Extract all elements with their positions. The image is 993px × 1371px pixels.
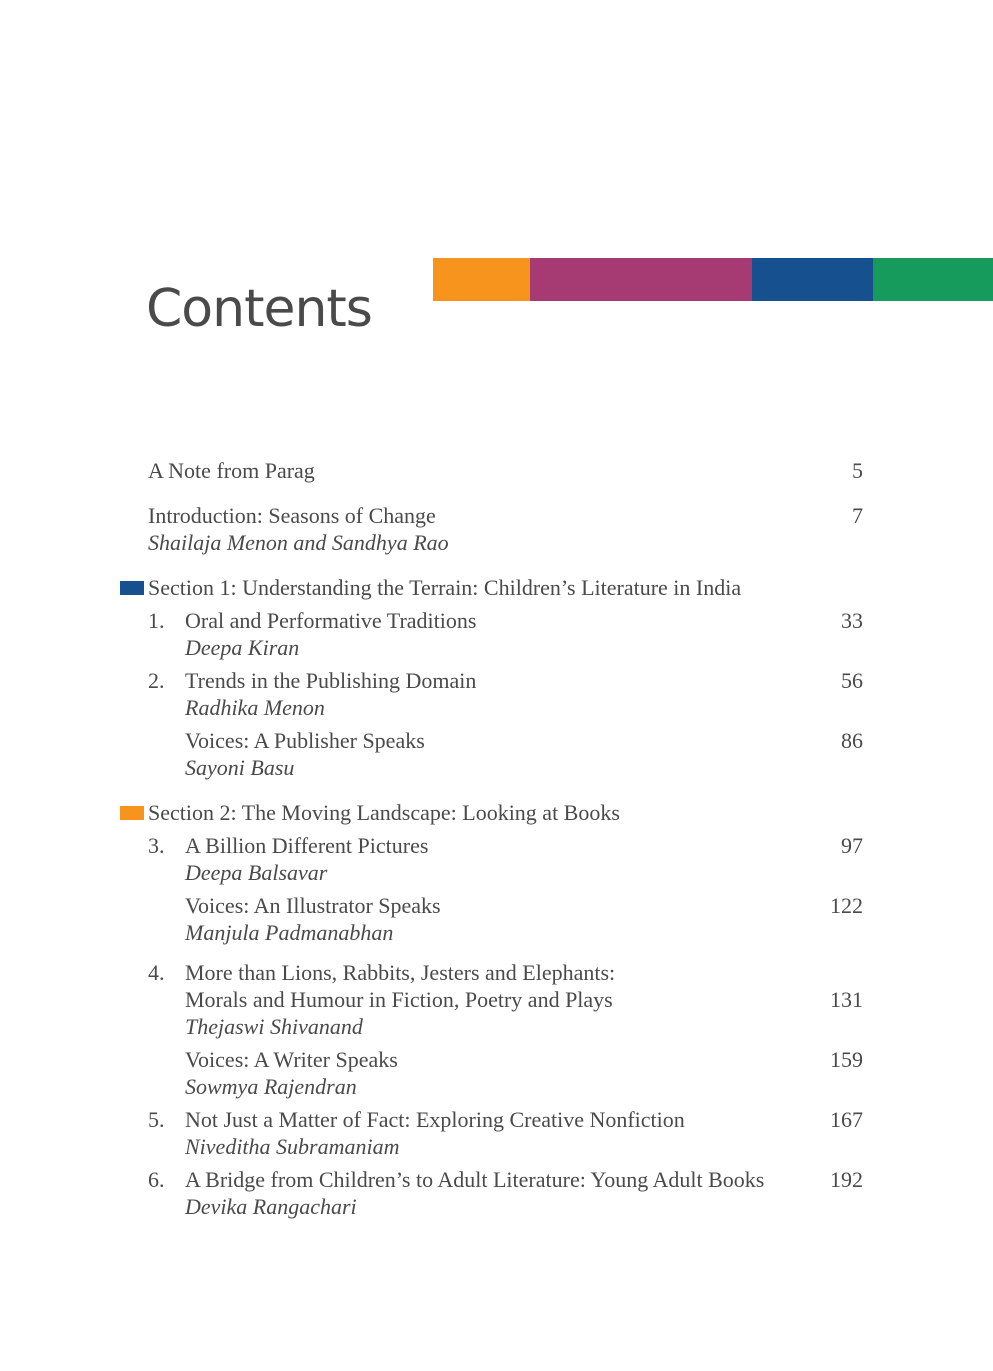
toc-entry-1[interactable] [148,607,863,661]
toc-entry-voices-writer[interactable] [148,1046,863,1100]
entry-author: Manjula Padmanabhan [185,920,394,945]
section-1-marker [120,581,144,595]
color-bar-blue [752,258,873,301]
entry-page: 131 [830,987,863,1012]
entry-number: 4. [148,960,165,985]
entry-author: Deepa Kiran [185,635,300,660]
toc-entry-3[interactable] [148,832,863,886]
section-1-heading: Section 1: Understanding the Terrain: Children’s Literature in India [148,575,742,600]
entry-title: Voices: A Writer Speaks [185,1047,398,1072]
entry-title: More than Lions, Rabbits, Jesters and Elephants: [185,960,616,985]
entry-author: Sowmya Rajendran [185,1074,357,1099]
entry-title: Voices: An Illustrator Speaks [185,893,441,918]
entry-number: 3. [148,833,165,858]
entry-title: Not Just a Matter of Fact: Exploring Creative Nonfiction [185,1107,685,1132]
color-bar-orange [433,258,530,301]
entry-title: Oral and Performative Traditions [185,608,477,633]
toc-entry-2[interactable] [148,667,863,721]
toc-entry-introduction[interactable] [148,502,863,556]
entry-title: Trends in the Publishing Domain [185,668,477,693]
entry-page: 5 [852,458,863,483]
page-title: Contents [146,278,372,339]
entry-title: A Note from Parag [148,458,315,483]
color-bar-green [873,258,993,301]
entry-number: 2. [148,668,165,693]
entry-page: 86 [841,728,863,753]
entry-page: 7 [852,503,863,528]
entry-title: Introduction: Seasons of Change [148,503,436,528]
entry-author: Deepa Balsavar [185,860,328,885]
section-2-heading: Section 2: The Moving Landscape: Looking at Books [148,800,620,825]
entry-author: Sayoni Basu [185,755,295,780]
entry-page: 122 [830,893,863,918]
entry-author: Devika Rangachari [185,1194,357,1219]
toc-entry-note[interactable] [148,457,863,484]
entry-author: Thejaswi Shivanand [185,1014,363,1039]
entry-author: Shailaja Menon and Sandhya Rao [148,530,449,555]
toc-entry-voices-illustrator[interactable] [148,892,863,946]
color-bar-magenta [530,258,752,301]
entry-title: Voices: A Publisher Speaks [185,728,425,753]
entry-title-continued: Morals and Humour in Fiction, Poetry and Plays [185,987,613,1012]
entry-page: 167 [830,1107,863,1132]
entry-author: Niveditha Subramaniam [185,1134,400,1159]
toc-entry-voices-publisher[interactable] [148,727,863,781]
toc-entry-4[interactable] [148,959,863,1040]
entry-page: 159 [830,1047,863,1072]
toc-entry-6[interactable] [148,1166,863,1220]
entry-number: 5. [148,1107,165,1132]
entry-title: A Bridge from Children’s to Adult Literature: Young Adult Books [185,1167,765,1192]
entry-number: 1. [148,608,165,633]
entry-title: A Billion Different Pictures [185,833,429,858]
section-2-marker [120,806,144,820]
entry-page: 97 [841,833,863,858]
entry-number: 6. [148,1167,165,1192]
entry-page: 56 [841,668,863,693]
toc-entry-5[interactable] [148,1106,863,1160]
entry-page: 192 [830,1167,863,1192]
entry-author: Radhika Menon [185,695,325,720]
entry-page: 33 [841,608,863,633]
